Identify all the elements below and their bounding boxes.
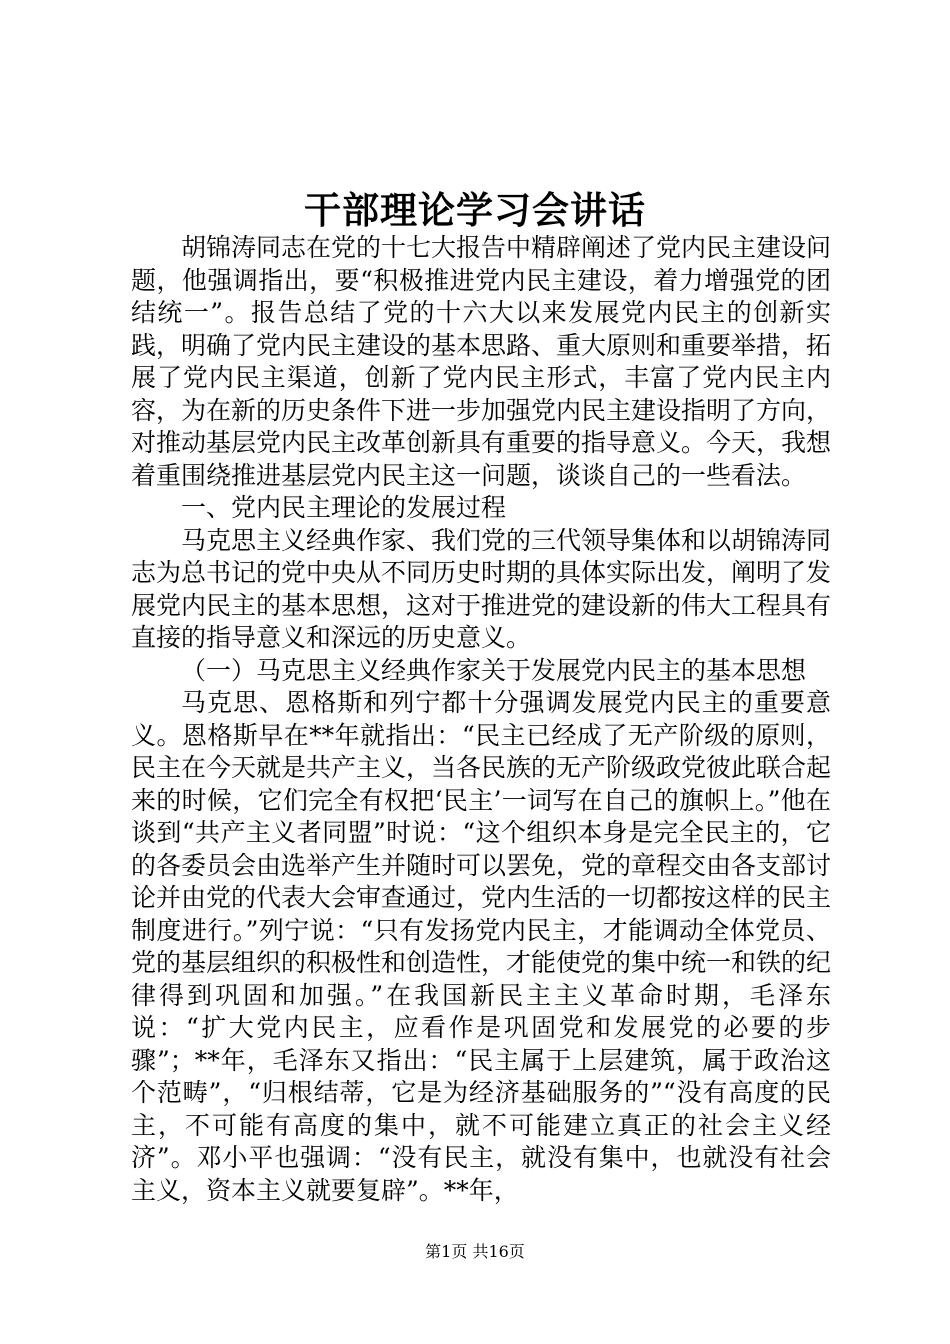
paragraph-subsection-1: 马克思、恩格斯和列宁都十分强调发展党内民主的重要意义。恩格斯早在**年就指出：“民主已经成了无产阶级的原则，民主在今天就是共产主义，当各民族的无产阶级政党彼此联合起来的时候，它们完全有权把‘民主’一词写在自己的旗帜上。”他在谈到“共产主义者同盟”时说：“这个组织本身是完全民主的，它的各委员会由选举产生并随时可以罢免，党的章程交由各支部讨论并由党的代表大会审查通过，党内生活的一切都按这样的民主制度进行。”列宁说：“只有发扬党内民主，才能调动全体党员、党的基层组织的积极性和创造性，才能使党的集中统一和铁的纪律得到巩固和加强。”在我国新民主主义革命时期，毛泽东说：“扩大党内民主，应看作是巩固党和发展党的必要的步骤”；**年，毛泽东又指出：“民主属于上层建筑，属于政治这个范畴”，“归根结蒂，它是为经济基础服务的”“没有高度的民主，不可能有高度的集中，就不可能建立真正的社会主义经济”。邓小平也强调：“没有民主，就没有集中，也就没有社会主义，资本主义就要复辟”。**年， (131, 688, 832, 1205)
paragraph-intro: 胡锦涛同志在党的十七大报告中精辟阐述了党内民主建设问题，他强调指出，要“积极推进党内民主建设，着力增强党的团结统一”。报告总结了党的十六大以来发展党内民主的创新实践，明确了党内民主建设的基本思路、重大原则和重要举措，拓展了党内民主渠道，创新了党内民主形式，丰富了党内民主内容，为在新的历史条件下进一步加强党内民主建设指明了方向，对推动基层党内民主改革创新具有重要的指导意义。今天，我想着重围绕推进基层党内民主这一问题，谈谈自己的一些看法。 (131, 233, 832, 490)
paragraph-section-1: 马克思主义经典作家、我们党的三代领导集体和以胡锦涛同志为总书记的党中央从不同历史时期的具体实际出发，阐明了发展党内民主的基本思想，这对于推进党的建设新的伟大工程具有直接的指导意义和深远的历史意义。 (131, 525, 832, 652)
document-body (131, 232, 831, 1207)
page-footer: 第1页 共16页 (425, 1242, 525, 1261)
document-title: 干部理论学习会讲话 (304, 188, 646, 232)
subsection-heading-1: （一）马克思主义经典作家关于发展党内民主的基本思想 (181, 655, 807, 685)
section-heading-1: 一、党内民主理论的发展过程 (181, 493, 507, 522)
